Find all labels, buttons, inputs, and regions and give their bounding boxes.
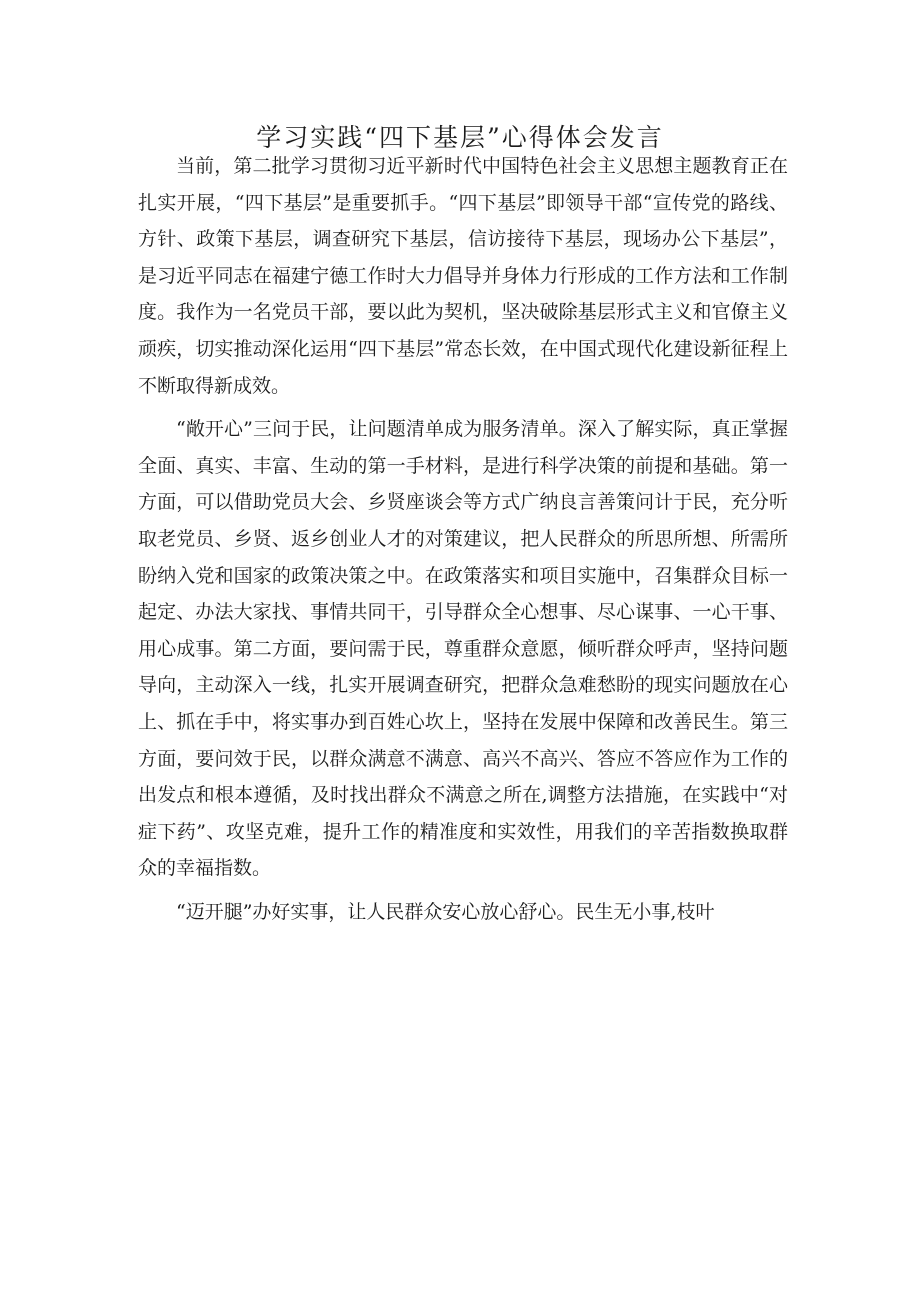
paragraph-open-legs: “迈开腿”办好实事，让人民群众安心放心舒心。民生无小事,枝叶 <box>176 900 715 923</box>
document-title: 学习实践“四下基层”心得体会发言 <box>256 123 664 152</box>
paragraph-intro: 当前，第二批学习贯彻习近平新时代中国特色社会主义思想主题教育正在扎实开展，“四下基层”是重要抓手。“四下基层”即领导干部“宣传党的路线、方针、政策下基层，调查研究下基层，信访接待下基层，现场办公下基层”，是习近平同志在福建宁德工作时大力倡导并身体力行形成的工作方法和工作制度。我作为一名党员干部，要以此为契机，坚决破除基层形式主义和官僚主义顽疾，切实推动深化运用“四下基层”常态长效，在中国式现代化建设新征程上不断取得新成效。 <box>138 155 788 397</box>
paragraph-open-heart: “敞开心”三问于民，让问题清单成为服务清单。深入了解实际，真正掌握全面、真实、丰富、生动的第一手材料，是进行科学决策的前提和基础。第一方面，可以借助党员大会、乡贤座谈会等方式广纳良言善策问计于民，充分听取老党员、乡贤、返乡创业人才的对策建议，把人民群众的所思所想、所需所盼纳入党和国家的政策决策之中。在政策落实和项目实施中，召集群众目标一起定、办法大家找、事情共同干，引导群众全心想事、尽心谋事、一心干事、用心成事。第二方面，要问需于民，尊重群众意愿，倾听群众呼声，坚持问题导向，主动深入一线，扎实开展调查研究，把群众急难愁盼的现实问题放在心上、抓在手中，将实事办到百姓心坎上，坚持在发展中保障和改善民生。第三方面，要问效于民，以群众满意不满意、高兴不高兴、答应不答应作为工作的出发点和根本遵循，及时找出群众不满意之所在,调整方法措施，在实践中“对症下药”、攻坚克难，提升工作的精准度和实效性，用我们的辛苦指数换取群众的幸福指数。 <box>138 418 788 880</box>
document-body <box>138 148 788 930</box>
